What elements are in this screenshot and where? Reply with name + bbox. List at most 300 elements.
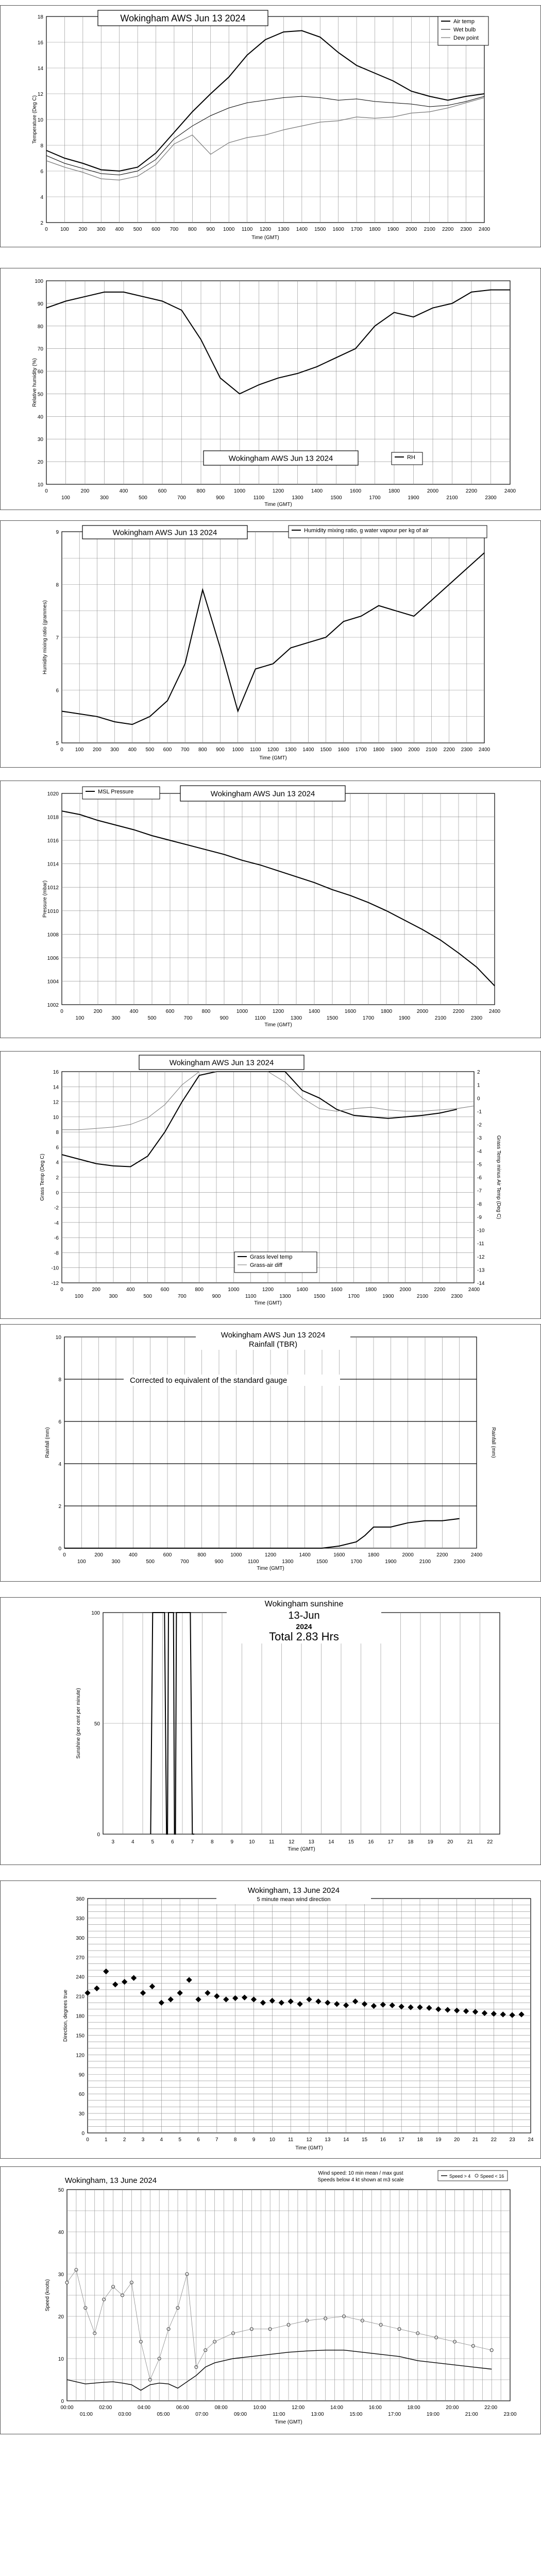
humidity-chart-panel	[0, 268, 541, 510]
x-tick-label: 1300	[290, 1015, 302, 1021]
x-tick-label: 1800	[367, 1552, 380, 1558]
x-tick-label: 06:00	[176, 2405, 189, 2411]
wind-direction-chart	[0, 1880, 541, 2159]
x-tick-label: 1400	[299, 1552, 311, 1558]
x-tick-label: 1100	[245, 1294, 257, 1299]
y-tick-label: 9	[56, 530, 59, 535]
x-tick-label: 4	[131, 1839, 134, 1845]
x-tick-label: 700	[177, 1294, 187, 1299]
x-tick-label: 1700	[369, 495, 381, 501]
x-tick-label: 1300	[285, 747, 297, 753]
x-tick-label: 1100	[250, 747, 261, 753]
y-tick-label-right: -5	[477, 1162, 482, 1168]
x-tick-label: 2000	[405, 227, 417, 232]
x-tick-label: 1200	[264, 1552, 277, 1558]
x-tick-label: 20	[447, 1839, 453, 1845]
x-tick-label: 1000	[233, 488, 246, 494]
wind-direction-chart-panel	[0, 1880, 541, 2159]
x-tick-label: 7	[191, 1839, 194, 1845]
chart-title: Wokingham AWS Jun 13 2024	[210, 789, 315, 799]
x-tick-label: 600	[158, 488, 167, 494]
chart-title: Wokingham AWS Jun 13 2024	[228, 454, 333, 463]
y-tick-label-right: -12	[477, 1254, 485, 1260]
y-tick-label: 2	[58, 1504, 61, 1510]
x-tick-label: 23	[509, 2137, 515, 2143]
x-tick-label: 1700	[362, 1015, 375, 1021]
x-tick-label: 800	[195, 1287, 204, 1293]
x-tick-label: 8	[233, 2137, 237, 2143]
x-tick-label: 1600	[344, 1009, 357, 1014]
x-tick-label: 1100	[255, 1015, 266, 1021]
legend-entry: MSL Pressure	[98, 789, 134, 795]
y-tick-label: 4	[40, 195, 43, 200]
y-tick-label-right: -6	[477, 1175, 482, 1181]
x-tick-label: 600	[160, 1287, 170, 1293]
x-tick-label: 2200	[443, 747, 455, 753]
x-tick-label: 1300	[279, 1294, 291, 1299]
x-tick-label: 600	[163, 1552, 172, 1558]
x-axis-label: Time (GMT)	[288, 1846, 315, 1852]
pressure-chart	[0, 781, 541, 1038]
x-tick-label: 07:00	[195, 2412, 209, 2417]
y-tick-label: 0	[61, 2399, 64, 2404]
x-tick-label: 12:00	[292, 2405, 305, 2411]
x-tick-label: 2300	[470, 1015, 483, 1021]
chart-subtitle: 5 minute mean wind direction	[257, 1896, 331, 1903]
y-tick-label: -10	[51, 1265, 59, 1272]
y-tick-label: 270	[76, 1955, 84, 1961]
x-tick-label: 2000	[408, 747, 420, 753]
legend-entry: Humidity mixing ratio, g water vapour per kg of air	[304, 528, 429, 534]
chart-title: Wokingham, 13 June 2024	[247, 1886, 340, 1895]
x-tick-label: 200	[78, 227, 88, 232]
x-tick-label: 1100	[253, 495, 265, 501]
x-axis-label: Time (GMT)	[257, 1566, 284, 1571]
x-tick-label: 0	[45, 488, 48, 494]
x-tick-label: 1900	[385, 1559, 397, 1565]
y-tick-label: 90	[37, 301, 43, 307]
x-tick-label: 24	[528, 2137, 534, 2143]
x-tick-label: 1800	[380, 1009, 393, 1014]
x-tick-label: 3	[111, 1839, 115, 1845]
legend-entry: Grass-air diff	[250, 1262, 282, 1268]
chart-subtitle: Wind speed: 10 min mean / max gust	[318, 2171, 403, 2176]
x-tick-label: 1600	[349, 488, 362, 494]
y-tick-label: 12	[53, 1099, 59, 1106]
x-tick-label: 14:00	[330, 2405, 343, 2411]
x-tick-label: 2300	[453, 1559, 465, 1565]
x-tick-label: 900	[216, 747, 225, 753]
x-tick-label: 1200	[267, 747, 279, 753]
x-tick-label: 1200	[272, 488, 284, 494]
y-tick-label: 8	[56, 1130, 59, 1136]
x-tick-label: 13:00	[311, 2412, 324, 2417]
sunshine-total: Total 2.83 Hrs	[269, 1630, 339, 1643]
x-tick-label: 22:00	[484, 2405, 498, 2411]
y-tick-label: 8	[58, 1377, 61, 1383]
x-tick-label: 1200	[259, 227, 272, 232]
chart-title: Wokingham AWS Jun 13 2024	[221, 1331, 326, 1340]
x-axis-label: Time (GMT)	[254, 1300, 282, 1306]
x-tick-label: 2000	[399, 1287, 411, 1293]
x-tick-label: 400	[126, 1287, 135, 1293]
x-tick-label: 300	[111, 1015, 121, 1021]
x-tick-label: 1200	[272, 1009, 284, 1014]
legend-entry: Grass level temp	[250, 1254, 293, 1260]
x-axis-label: Time (GMT)	[251, 235, 279, 241]
y-tick-label: 0	[81, 2131, 84, 2137]
y-tick-label: 80	[37, 324, 43, 330]
y-tick-label: 60	[78, 2092, 84, 2098]
y-axis-label-right: Rainfall (mm)	[491, 1427, 496, 1458]
y-tick-label-right: -8	[477, 1201, 482, 1208]
x-tick-label: 0	[60, 1009, 63, 1014]
y-tick-label: -12	[51, 1281, 59, 1286]
x-tick-label: 2100	[416, 1294, 429, 1299]
y-tick-label: 150	[76, 2033, 84, 2039]
y-tick-label: 14	[53, 1084, 59, 1091]
x-tick-label: 1500	[326, 1015, 339, 1021]
x-tick-label: 02:00	[99, 2405, 112, 2411]
y-tick-label: 20	[37, 460, 43, 466]
legend-entry: Dew point	[453, 35, 479, 41]
x-tick-label: 1800	[373, 747, 385, 753]
x-axis-label: Time (GMT)	[275, 2419, 302, 2425]
chart-title: Wokingham, 13 June 2024	[64, 2176, 157, 2185]
y-tick-label: 360	[76, 1896, 84, 1902]
x-tick-label: 19:00	[426, 2412, 439, 2417]
y-tick-label-right: -11	[477, 1241, 484, 1247]
x-tick-label: 900	[206, 227, 215, 232]
x-tick-label: 2300	[461, 747, 472, 753]
x-tick-label: 100	[60, 227, 69, 232]
x-tick-label: 5	[151, 1839, 155, 1845]
x-tick-label: 900	[214, 1559, 224, 1565]
x-tick-label: 1	[105, 2137, 108, 2143]
y-tick-label: 7	[56, 635, 59, 641]
y-tick-label-right: -2	[477, 1122, 482, 1128]
y-axis-label: Relative humidity (%)	[32, 358, 38, 407]
x-tick-label: 19	[435, 2137, 442, 2143]
x-tick-label: 600	[165, 1009, 175, 1014]
x-tick-label: 700	[180, 1559, 189, 1565]
y-tick-label: 10	[37, 117, 43, 123]
x-tick-label: 1300	[278, 227, 290, 232]
temperature-chart-panel	[0, 5, 541, 247]
x-tick-label: 20:00	[446, 2405, 459, 2411]
y-tick-label-right: 1	[477, 1082, 480, 1089]
y-tick-label: 1008	[47, 932, 59, 938]
x-tick-label: 400	[128, 1552, 138, 1558]
y-tick-label: -8	[54, 1250, 59, 1257]
x-tick-label: 700	[170, 227, 179, 232]
x-tick-label: 800	[198, 747, 207, 753]
x-tick-label: 1800	[365, 1287, 377, 1293]
y-tick-label: 1002	[47, 1003, 59, 1008]
x-tick-label: 500	[147, 1015, 157, 1021]
x-tick-label: 23:00	[503, 2412, 517, 2417]
x-tick-label: 1400	[302, 747, 314, 753]
y-tick-label: 16	[37, 40, 43, 46]
mixing-ratio-chart	[0, 520, 541, 768]
x-tick-label: 18	[417, 2137, 423, 2143]
x-tick-label: 2200	[434, 1287, 446, 1293]
x-tick-label: 2100	[419, 1559, 431, 1565]
x-tick-label: 1800	[369, 227, 381, 232]
x-axis-label: Time (GMT)	[264, 502, 292, 507]
y-tick-label: 1016	[47, 838, 59, 844]
x-tick-label: 100	[77, 1559, 86, 1565]
x-tick-label: 2400	[478, 227, 491, 232]
x-tick-label: 15	[348, 1839, 354, 1845]
x-tick-label: 1400	[296, 227, 308, 232]
y-tick-label: 8	[56, 582, 59, 588]
y-tick-label: 70	[37, 346, 43, 352]
x-axis-label: Time (GMT)	[295, 2145, 323, 2151]
x-tick-label: 11	[288, 2137, 294, 2143]
y-tick-label: 1004	[47, 979, 59, 985]
x-tick-label: 300	[100, 495, 109, 501]
x-tick-label: 1400	[308, 1009, 320, 1014]
y-tick-label: 30	[78, 2111, 84, 2117]
x-tick-label: 200	[93, 1009, 103, 1014]
chart-subtitle: Rainfall (TBR)	[248, 1340, 298, 1349]
y-tick-label: -6	[54, 1235, 59, 1242]
y-axis-label: Grass Temp (Deg C)	[40, 1154, 45, 1201]
x-tick-label: 1600	[337, 747, 349, 753]
y-tick-label: 20	[58, 2314, 64, 2320]
y-tick-label: 12	[37, 92, 43, 97]
y-tick-label: 6	[56, 1145, 59, 1151]
pressure-chart-panel	[0, 781, 541, 1038]
x-tick-label: 700	[183, 1015, 193, 1021]
x-tick-label: 100	[75, 1015, 84, 1021]
x-tick-label: 1700	[350, 227, 363, 232]
x-tick-label: 21	[467, 1839, 473, 1845]
y-tick-label: 2	[56, 1175, 59, 1181]
y-tick-label: 1018	[47, 815, 59, 821]
y-tick-label: 50	[58, 2188, 64, 2193]
y-tick-label-right: -9	[477, 1214, 482, 1221]
legend-swatch	[475, 2174, 478, 2177]
x-tick-label: 6	[171, 1839, 174, 1845]
x-tick-label: 1900	[408, 495, 419, 501]
x-tick-label: 6	[197, 2137, 200, 2143]
y-tick-label: 180	[76, 2013, 84, 2020]
x-tick-label: 1700	[350, 1559, 362, 1565]
x-tick-label: 1800	[388, 488, 400, 494]
x-tick-label: 2200	[452, 1009, 465, 1014]
x-tick-label: 900	[212, 1294, 221, 1299]
y-tick-label: 4	[58, 1462, 61, 1467]
y-tick-label: 0	[56, 1190, 59, 1196]
legend-entry: Speed < 16	[480, 2174, 504, 2179]
y-tick-label: 50	[37, 392, 43, 398]
x-axis-label: Time (GMT)	[264, 1022, 292, 1028]
x-tick-label: 0	[63, 1552, 66, 1558]
x-tick-label: 1900	[398, 1015, 411, 1021]
x-tick-label: 500	[133, 227, 142, 232]
x-tick-label: 14	[328, 1839, 334, 1845]
x-tick-label: 5	[178, 2137, 181, 2143]
x-tick-label: 1900	[382, 1294, 394, 1299]
y-tick-label: 4	[56, 1160, 59, 1166]
y-tick-label: 8	[40, 143, 43, 149]
sunshine-chart-panel	[0, 1597, 541, 1865]
y-tick-label-right: 0	[477, 1096, 480, 1102]
y-tick-label: 120	[76, 2053, 84, 2059]
x-tick-label: 2400	[478, 747, 491, 753]
x-tick-label: 200	[92, 747, 102, 753]
x-tick-label: 2300	[460, 227, 472, 232]
y-tick-label: 60	[37, 369, 43, 375]
x-tick-label: 17	[398, 2137, 404, 2143]
y-tick-label: 14	[37, 66, 43, 72]
x-tick-label: 03:00	[118, 2412, 131, 2417]
x-tick-label: 900	[216, 495, 225, 501]
x-tick-label: 400	[115, 227, 124, 232]
y-tick-label-right: -7	[477, 1188, 482, 1194]
x-tick-label: 22	[491, 2137, 497, 2143]
x-tick-label: 09:00	[234, 2412, 247, 2417]
y-tick-label: 0	[97, 1832, 100, 1838]
legend-entry: Wet bulb	[453, 27, 476, 33]
wind-speed-chart-panel	[0, 2166, 541, 2434]
x-tick-label: 1000	[232, 747, 244, 753]
x-tick-label: 9	[252, 2137, 256, 2143]
x-tick-label: 1500	[313, 1294, 326, 1299]
y-tick-label: 16	[53, 1070, 59, 1075]
x-tick-label: 700	[177, 495, 186, 501]
y-tick-label-right: 2	[477, 1070, 480, 1075]
x-tick-label: 1400	[296, 1287, 308, 1293]
grass-temp-chart	[0, 1051, 541, 1319]
x-tick-label: 00:00	[60, 2405, 74, 2411]
y-tick-label-right: -14	[477, 1281, 485, 1286]
x-tick-label: 2000	[416, 1009, 429, 1014]
y-tick-label-right: -13	[477, 1267, 485, 1274]
x-tick-label: 2400	[468, 1287, 480, 1293]
x-tick-label: 2000	[427, 488, 439, 494]
chart-title: Wokingham AWS Jun 13 2024	[169, 1058, 274, 1067]
x-tick-label: 500	[146, 1559, 155, 1565]
y-tick-label: 10	[53, 1114, 59, 1121]
y-tick-label: 30	[58, 2272, 64, 2278]
x-tick-label: 1300	[292, 495, 303, 501]
x-tick-label: 1400	[311, 488, 323, 494]
y-tick-label: 2	[40, 221, 43, 226]
rainfall-chart	[0, 1324, 541, 1582]
y-tick-label: 210	[76, 1994, 84, 2000]
x-tick-label: 2400	[470, 1552, 483, 1558]
y-tick-label: 50	[94, 1721, 100, 1727]
x-tick-label: 1100	[247, 1559, 259, 1565]
x-tick-label: 400	[129, 1009, 139, 1014]
y-axis-label: Rainfall (mm)	[45, 1427, 50, 1458]
x-tick-label: 200	[80, 488, 90, 494]
x-tick-label: 1600	[332, 227, 344, 232]
chart-year: 2024	[296, 1622, 312, 1631]
y-tick-label: 1014	[47, 861, 59, 868]
y-tick-label: 240	[76, 1974, 84, 1980]
x-tick-label: 21:00	[465, 2412, 478, 2417]
y-tick-label: 30	[37, 437, 43, 443]
x-tick-label: 12	[289, 1839, 295, 1845]
y-tick-label: 90	[78, 2072, 84, 2078]
x-tick-label: 13	[325, 2137, 331, 2143]
sunshine-chart	[0, 1597, 541, 1865]
wind-speed-chart	[0, 2166, 541, 2434]
y-tick-label: 40	[58, 2230, 64, 2235]
y-tick-label-right: -10	[477, 1228, 485, 1234]
x-tick-label: 2200	[465, 488, 478, 494]
x-tick-label: 700	[180, 747, 190, 753]
y-axis-label: Sunshine (per cent per minute)	[76, 1688, 81, 1759]
y-tick-label: 100	[91, 1611, 100, 1616]
x-tick-label: 800	[197, 1552, 207, 1558]
x-tick-label: 20	[454, 2137, 460, 2143]
x-tick-label: 100	[61, 495, 70, 501]
x-tick-label: 3	[141, 2137, 145, 2143]
y-axis-label: Direction, degrees true	[63, 1989, 69, 2042]
x-tick-label: 2100	[434, 1015, 447, 1021]
x-tick-label: 0	[86, 2137, 89, 2143]
x-tick-label: 2200	[436, 1552, 448, 1558]
x-tick-label: 18:00	[407, 2405, 420, 2411]
x-tick-label: 2200	[442, 227, 454, 232]
y-tick-label: 1020	[47, 791, 59, 797]
x-tick-label: 1000	[236, 1009, 248, 1014]
x-tick-label: 800	[196, 488, 206, 494]
x-tick-label: 0	[60, 1287, 63, 1293]
chart-title: Wokingham AWS Jun 13 2024	[112, 528, 217, 537]
x-tick-label: 2100	[446, 495, 458, 501]
x-tick-label: 15:00	[349, 2412, 363, 2417]
x-tick-label: 10:00	[253, 2405, 266, 2411]
y-axis-label: Humidity mixing ratio (grammes)	[42, 600, 48, 674]
x-tick-label: 10	[249, 1839, 255, 1845]
chart-note: Corrected to equivalent of the standard gauge	[130, 1376, 288, 1385]
x-tick-label: 11:00	[273, 2412, 285, 2417]
x-tick-label: 300	[110, 747, 119, 753]
x-tick-label: 500	[143, 1294, 153, 1299]
x-tick-label: 08:00	[214, 2405, 228, 2411]
x-tick-label: 300	[96, 227, 106, 232]
x-tick-label: 100	[74, 1294, 83, 1299]
x-tick-label: 10	[269, 2137, 275, 2143]
y-tick-label: 100	[35, 279, 43, 284]
x-tick-label: 21	[472, 2137, 479, 2143]
y-tick-label: 10	[37, 482, 43, 488]
x-tick-label: 9	[230, 1839, 234, 1845]
x-tick-label: 18	[408, 1839, 414, 1845]
x-tick-label: 13	[308, 1839, 314, 1845]
x-tick-label: 2100	[424, 227, 435, 232]
x-tick-label: 05:00	[157, 2412, 170, 2417]
x-tick-label: 16	[368, 1839, 374, 1845]
y-axis-label: Pressure (mbar)	[42, 880, 48, 918]
x-tick-label: 200	[92, 1287, 101, 1293]
y-tick-label: 1010	[47, 908, 59, 914]
y-tick-label-right: -4	[477, 1148, 482, 1155]
x-tick-label: 300	[109, 1294, 118, 1299]
y-tick-label-right: -3	[477, 1136, 482, 1142]
y-tick-label: 1012	[47, 885, 59, 891]
x-tick-label: 04:00	[138, 2405, 151, 2411]
x-tick-label: 200	[94, 1552, 104, 1558]
x-tick-label: 0	[45, 227, 48, 232]
y-axis-label-right: Grass Temp minus Air Temp (Deg C)	[496, 1135, 501, 1219]
